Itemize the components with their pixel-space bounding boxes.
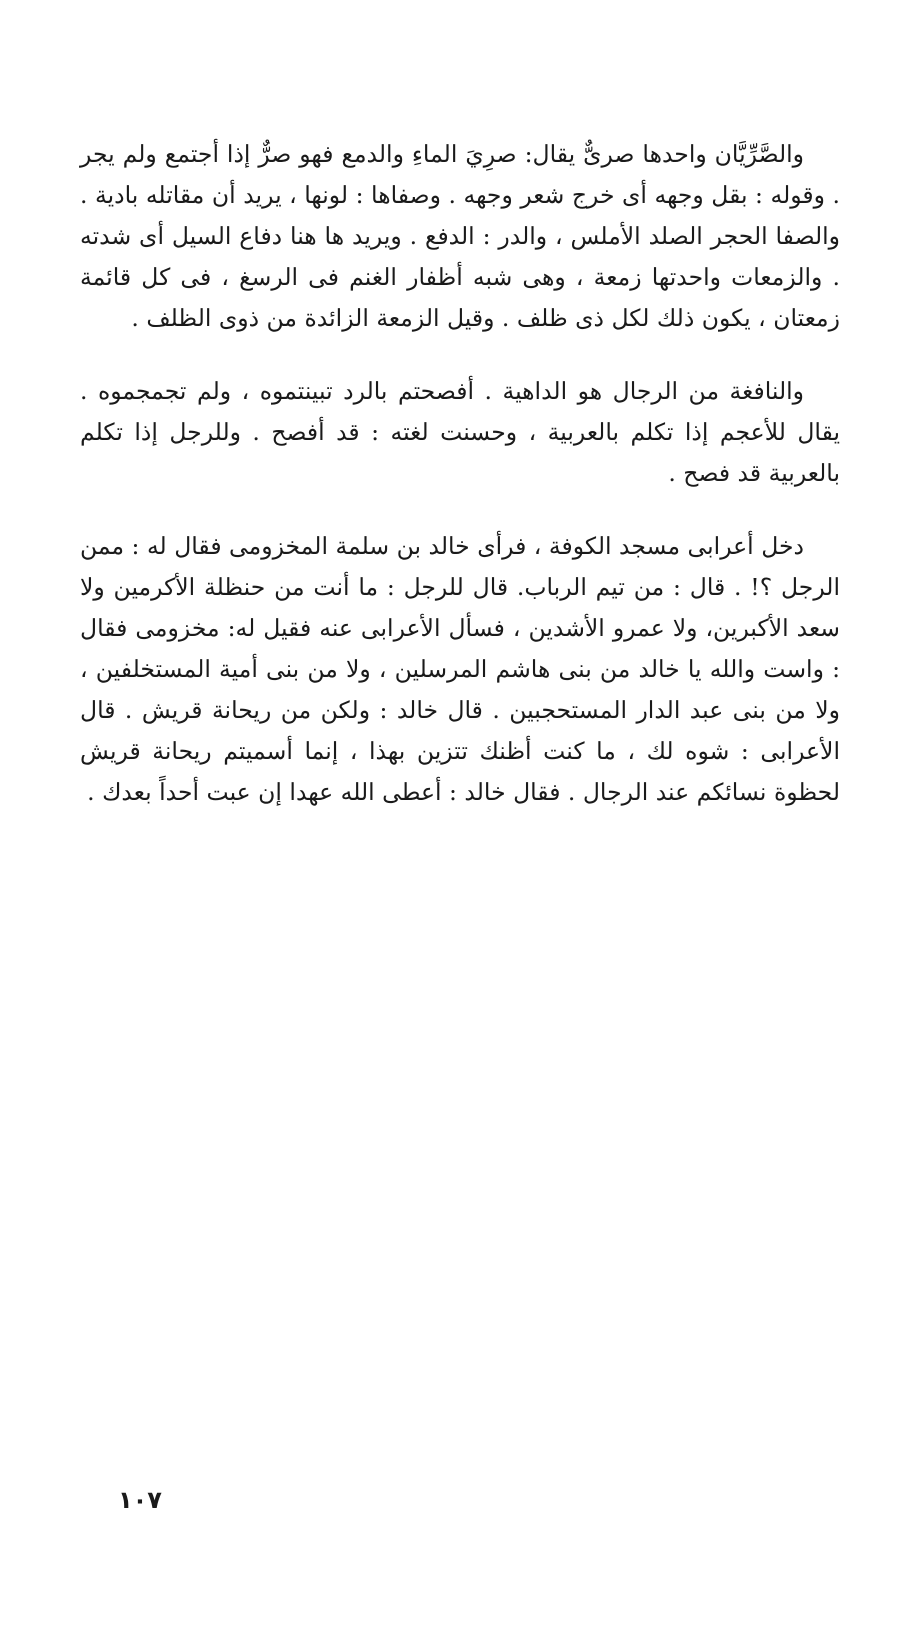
page-number: ١٠٧ bbox=[118, 1486, 162, 1514]
paragraph-2: والنافغة من الرجال هو الداهية . أفصحتم بالرد تبينتموه ، ولم تجمجموه . يقال للأعجم إذا تكلم بالعربية ، وحسنت لغته : قد أفصح . وللرجل إذا تكلم بالعربية قد فصح . bbox=[80, 377, 840, 487]
paragraph-3: دخل أعرابى مسجد الكوفة ، فرأى خالد بن سلمة المخزومى فقال له : ممن الرجل ؟! . قال : من تيم الرباب. قال للرجل : ما أنت من حنظلة الأكرمين ولا سعد الأكبرين، ولا عمرو الأشدين ، فسأل الأعرابى عنه فقيل له: مخزومى فقال : واست والله يا خالد من بنى هاشم المرسلين ، ولا من بنى أمية المستخلفين ، ولا من بنى عبد الدار المستحجبين . قال خالد : ولكن من ريحانة قريش . قال الأعرابى : شوه لك ، ما كنت أظنك تتزين بهذا ، إنما أسميتم ريحانة قريش لحظوة نسائكم عند الرجال . فقال خالد : أعطى الله عهدا إن عبت أحداً بعدك . bbox=[80, 532, 840, 806]
body-text bbox=[80, 134, 840, 845]
paragraph-1: والصَّرِّيَّان واحدها صرىٌّ يقال: صرِيَ الماءِ والدمع فهو صرٌّ إذا أجتمع ولم يجر . وقوله : بقل وجهه أى خرج شعر وجهه . وصفاها : لونها ، يريد أن مقاتله بادية . والصفا الحجر الصلد الأملس ، والدر : الدفع . ويريد ها هنا دفاع السيل أى شدته . والزمعات واحدتها زمعة ، وهى شبه أظفار الغنم فى الرسغ ، فى كل قائمة زمعتان ، يكون ذلك لكل ذى ظلف . وقيل الزمعة الزائدة من ذوى الظلف . bbox=[80, 140, 840, 332]
